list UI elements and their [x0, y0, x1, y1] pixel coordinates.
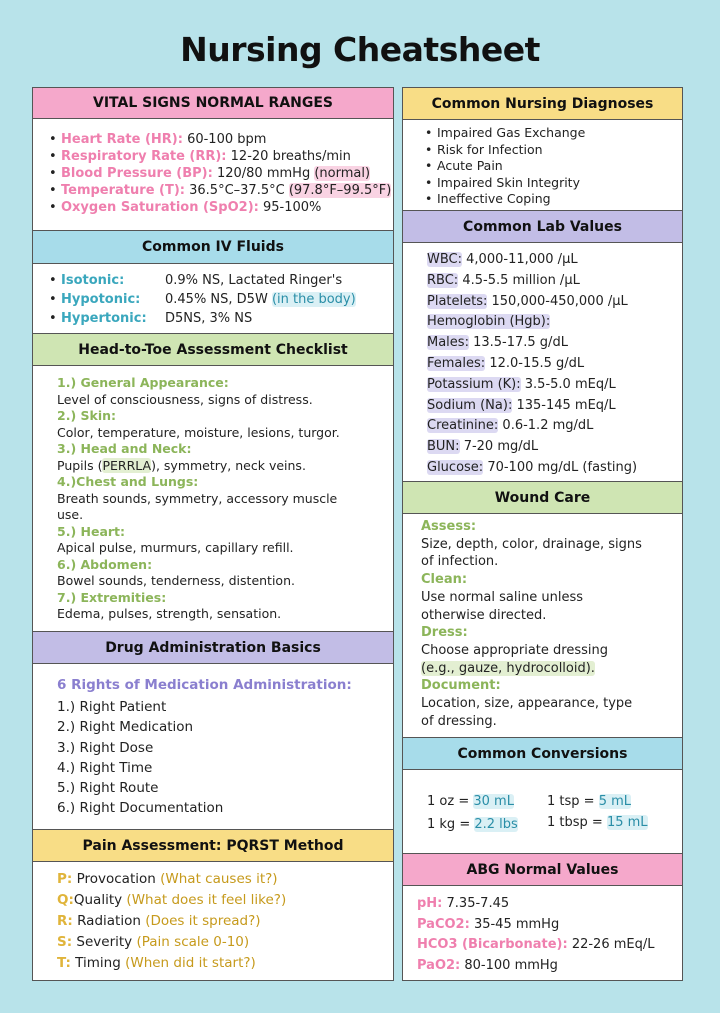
lab-item: Males: 13.5-17.5 g/dL: [427, 335, 568, 351]
conversions-panel: [402, 737, 683, 855]
lab-item: RBC: 4.5-5.5 million /μL: [427, 272, 580, 288]
iv-fluids-panel: [32, 230, 394, 334]
conversions-header: Common Conversions: [403, 738, 682, 770]
vital-item: • Oxygen Saturation (SpO2): 95-100%: [49, 199, 391, 216]
head-to-toe-panel: [32, 333, 394, 633]
assessment-item: 1.) General Appearance: Level of consciousness, signs of distress.: [57, 375, 313, 407]
lab-item: Glucose: 70-100 mg/dL (fasting): [427, 459, 638, 475]
lab-item: Creatinine: 0.6-1.2 mg/dL: [427, 418, 594, 434]
medication-right: 3.) Right Dose: [57, 739, 154, 756]
lab-item: Females: 12.0-15.5 g/dL: [427, 355, 585, 371]
lab-values-panel: [402, 210, 683, 482]
medication-right: 4.) Right Time: [57, 759, 153, 776]
pain-assessment-header: Pain Assessment: PQRST Method: [33, 830, 393, 862]
wound-care-item: Document: Location, size, appearance, type of dressing.: [421, 678, 633, 729]
abg-item: pH: 7.35-7.45: [417, 896, 510, 911]
vital-item: • Temperature (T): 36.5°C–37.5°C (97.8°F–99.5°F): [49, 182, 391, 199]
lab-item: WBC: 4,000-11,000 /μL: [427, 252, 578, 267]
page-title: Nursing Cheatsheet: [180, 30, 540, 69]
drug-admin-subtitle: 6 Rights of Medication Administration:: [57, 677, 352, 693]
vital-signs-panel: [32, 87, 394, 231]
conversion-item: 1 kg = 2.2 lbs: [427, 817, 518, 832]
assessment-item: 5.) Heart: Apical pulse, murmurs, capillary refill.: [57, 523, 294, 555]
medication-right: 6.) Right Documentation: [57, 800, 224, 817]
head-to-toe-header: Head-to-Toe Assessment Checklist: [33, 334, 393, 366]
lab-item: Platelets: 150,000-450,000 /μL: [427, 293, 628, 309]
conversion-item: 1 tbsp = 15 mL: [547, 815, 648, 830]
lab-values-header: Common Lab Values: [403, 211, 682, 243]
wound-care-item: Dress: Choose appropriate dressing (e.g., gauze, hydrocolloid).: [421, 625, 608, 676]
vital-item: • Blood Pressure (BP): 120/80 mmHg (normal): [49, 165, 391, 182]
assessment-item: 3.) Head and Neck: Pupils (PERRLA), symmetry, neck veins.: [57, 441, 306, 473]
pqrst-item: R: Radiation (Does it spread?): [57, 913, 261, 929]
pqrst-item: T: Timing (When did it start?): [57, 955, 256, 971]
pain-assessment-panel: [32, 829, 394, 981]
wound-care-header: Wound Care: [403, 482, 682, 514]
pqrst-item: P: Provocation (What causes it?): [57, 871, 278, 887]
lab-item: Sodium (Na): 135-145 mEq/L: [427, 397, 616, 413]
lab-item: BUN: 7-20 mg/dL: [427, 439, 539, 455]
assessment-item: 6.) Abdomen: Bowel sounds, tenderness, distention.: [57, 556, 295, 588]
drug-admin-panel: [32, 631, 394, 831]
wound-care-item: Clean: Use normal saline unless otherwise directed.: [421, 572, 584, 623]
pqrst-item: Q:Quality (What does it feel like?): [57, 892, 287, 908]
vital-item: • Heart Rate (HR): 60-100 bpm: [49, 131, 391, 148]
abg-item: HCO3 (Bicarbonate): 22-26 mEq/L: [417, 937, 655, 952]
wound-care-item: Assess: Size, depth, color, drainage, signs of infection.: [421, 519, 642, 570]
assessment-item: 7.) Extremities: Edema, pulses, strength, sensation.: [57, 589, 282, 621]
drug-admin-header: Drug Administration Basics: [33, 632, 393, 664]
lab-item: Hemoglobin (Hgb):: [427, 314, 551, 330]
vital-item: • Respiratory Rate (RR): 12-20 breaths/min: [49, 148, 391, 165]
conversion-item: 1 oz = 30 mL: [427, 794, 514, 809]
medication-right: 2.) Right Medication: [57, 719, 194, 736]
wound-care-panel: [402, 481, 683, 739]
lab-item: Potassium (K): 3.5-5.0 mEq/L: [427, 376, 616, 392]
diagnosis-item: • Ineffective Coping: [425, 191, 585, 208]
abg-item: PaCO2: 35-45 mmHg: [417, 916, 560, 932]
diagnosis-item: • Acute Pain: [425, 158, 585, 175]
iv-item: • Isotonic: 0.9% NS, Lactated Ringer's: [49, 271, 356, 290]
medication-right: 1.) Right Patient: [57, 699, 167, 716]
abg-header: ABG Normal Values: [403, 854, 682, 886]
abg-item: PaO2: 80-100 mmHg: [417, 957, 558, 973]
pqrst-item: S: Severity (Pain scale 0-10): [57, 934, 250, 950]
diagnosis-item: • Risk for Infection: [425, 142, 585, 159]
medication-right: 5.) Right Route: [57, 780, 159, 797]
abg-panel: [402, 853, 683, 981]
iv-item: • Hypertonic: D5NS, 3% NS: [49, 309, 356, 328]
conversion-item: 1 tsp = 5 mL: [547, 794, 632, 809]
diagnoses-header: Common Nursing Diagnoses: [403, 88, 682, 120]
diagnosis-item: • Impaired Skin Integrity: [425, 175, 585, 192]
assessment-item: 2.) Skin: Color, temperature, moisture, lesions, turgor.: [57, 408, 340, 440]
diagnosis-item: • Impaired Gas Exchange: [425, 125, 585, 142]
iv-fluids-header: Common IV Fluids: [33, 231, 393, 264]
vital-signs-header: VITAL SIGNS NORMAL RANGES: [33, 88, 393, 119]
diagnoses-panel: [402, 87, 683, 211]
assessment-item: 4.)Chest and Lungs: Breath sounds, symmetry, accessory muscle use.: [57, 474, 338, 522]
iv-item: • Hypotonic: 0.45% NS, D5W (in the body): [49, 290, 356, 309]
